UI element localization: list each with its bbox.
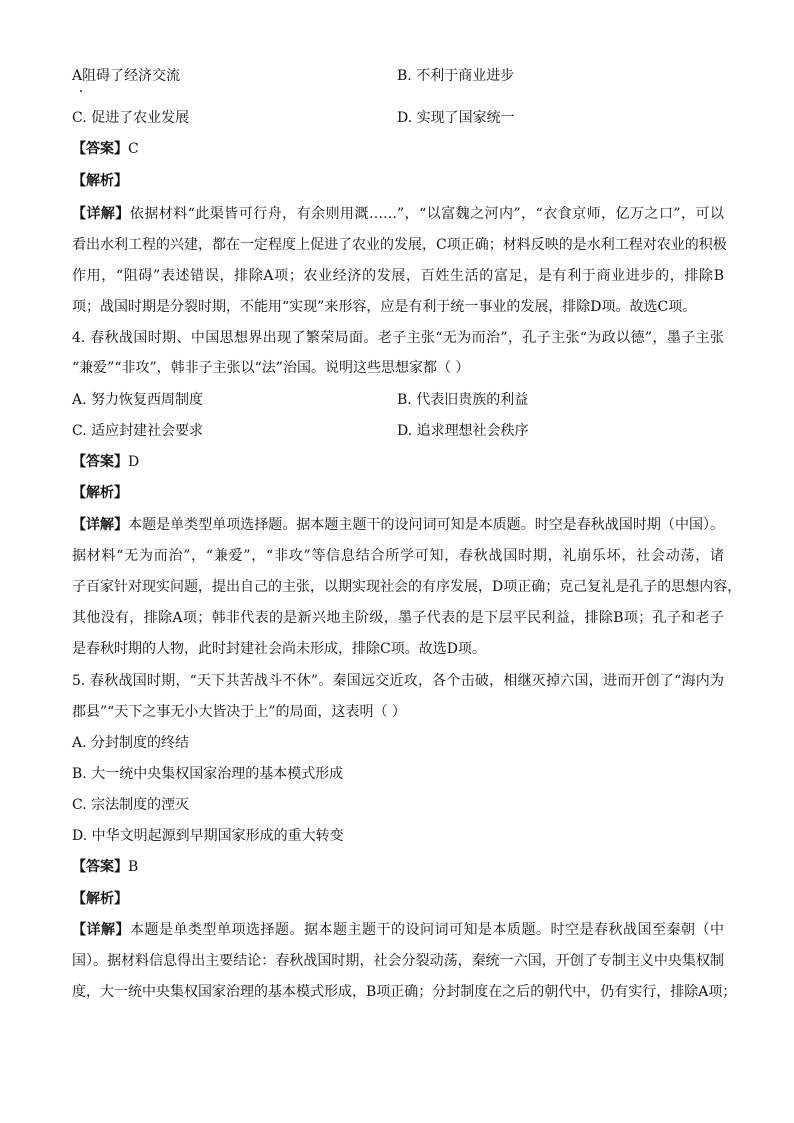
q5-detail-line-2: 国）。据材料信息得出主要结论：春秋战国时期，社会分裂动荡，秦统一六国，开创了专制主义中央集权制 xyxy=(72,953,724,969)
q3-analysis-heading: 【解析】 xyxy=(72,173,128,189)
q4-detail-line-5: 是春秋时期的人物，此时封建社会尚未形成，排除C项。故选D项。 xyxy=(72,641,486,657)
answer-value: C xyxy=(128,141,139,157)
q3-detail-line-1: 【详解】依据材料“此渠皆可行舟，有余则用溉……”，“以富魏之河内”，“衣食京师，亿万之口”，可以 xyxy=(72,206,724,222)
q3-option-b: B. 不利于商业进步 xyxy=(397,68,515,84)
q4-stem-line-2: “兼爱”“非攻”，韩非子主张以“法”治国。说明这些思想家都（ ） xyxy=(72,360,470,376)
q3-option-a: A阻碍了经济交流 xyxy=(72,68,181,84)
q4-analysis-heading: 【解析】 xyxy=(72,485,128,501)
q5-detail-line-1: 【详解】本题是单类型单项选择题。据本题主题干的设问词可知是本质题。时空是春秋战国至秦朝（中 xyxy=(72,922,724,938)
q4-stem-line-1: 4. 春秋战国时期、中国思想界出现了繁荣局面。老子主张“无为而治”，孔子主张“为政以德”，墨子主张 xyxy=(72,330,724,346)
q3-option-c: C. 促进了农业发展 xyxy=(72,110,190,126)
answer-tag: 【答案】 xyxy=(72,141,128,157)
q5-option-a: A. 分封制度的终结 xyxy=(72,735,190,751)
q5-detail-line-3: 度，大一统中央集权国家治理的基本模式形成，B项正确；分封制度在之后的朝代中，仍有实行，排除A项； xyxy=(72,984,737,1000)
q4-detail-line-1: 【详解】本题是单类型单项选择题。据本题主题干的设问词可知是本质题。时空是春秋战国时期（中国）。 xyxy=(72,517,725,533)
detail-tag: 【详解】 xyxy=(72,922,130,938)
q3-detail-line-2: 看出水利工程的兴建，都在一定程度上促进了农业的发展，C项正确；材料反映的是水利工程对农业的积极 xyxy=(72,237,727,253)
q4-option-a: A. 努力恢复西周制度 xyxy=(72,392,204,408)
q5-option-c: C. 宗法制度的湮灭 xyxy=(72,797,190,813)
q5-option-b: B. 大一统中央集权国家治理的基本模式形成 xyxy=(72,766,344,782)
q4-option-d: D. 追求理想社会秩序 xyxy=(397,423,529,439)
q5-answer xyxy=(72,857,724,877)
q3-option-d: D. 实现了国家统一 xyxy=(397,110,515,126)
q5-stem-line-1: 5. 春秋战国时期，“天下共苦战斗不休”。秦国远交近攻，各个击破，相继灭掉六国，进而开创了“海内为 xyxy=(72,673,724,689)
stray-dot xyxy=(80,90,82,92)
q4-option-b: B. 代表旧贵族的利益 xyxy=(397,392,529,408)
q4-answer xyxy=(72,452,724,472)
detail-tag: 【详解】 xyxy=(72,517,129,533)
answer-tag: 【答案】 xyxy=(72,454,128,470)
q5-stem-line-2: 郡县”“天下之事无小大皆决于上”的局面，这表明（ ） xyxy=(72,704,406,720)
detail-tag: 【详解】 xyxy=(72,206,130,222)
q5-analysis-heading: 【解析】 xyxy=(72,891,128,907)
q4-option-c: C. 适应封建社会要求 xyxy=(72,423,204,439)
q4-detail-line-4: 其他没有，排除A项；韩非代表的是新兴地主阶级，墨子代表的是下层平民利益，排除B项；孔子和老子 xyxy=(72,610,724,626)
q3-answer xyxy=(72,139,724,159)
q3-detail-line-4: 项；战国时期是分裂时期，不能用“实现”来形容，应是有利于统一事业的发展，排除D项。故选C项。 xyxy=(72,299,697,315)
q4-detail-line-3: 子百家针对现实问题，提出自己的主张，以期实现社会的有序发展，D项正确；克己复礼是孔子的思想内容， xyxy=(72,579,742,595)
answer-value: B xyxy=(128,859,139,875)
q5-option-d: D. 中华文明起源到早期国家形成的重大转变 xyxy=(72,828,344,844)
q3-detail-line-3: 作用，“阻碍”表述错误，排除A项；农业经济的发展，百姓生活的富足，是有利于商业进步的，排除B xyxy=(72,268,724,284)
answer-tag: 【答案】 xyxy=(72,859,128,875)
answer-value: D xyxy=(128,454,140,470)
q4-detail-line-2: 据材料“无为而治”，“兼爱”，“非攻”等信息结合所学可知，春秋战国时期，礼崩乐坏，社会动荡，诸 xyxy=(72,548,724,564)
